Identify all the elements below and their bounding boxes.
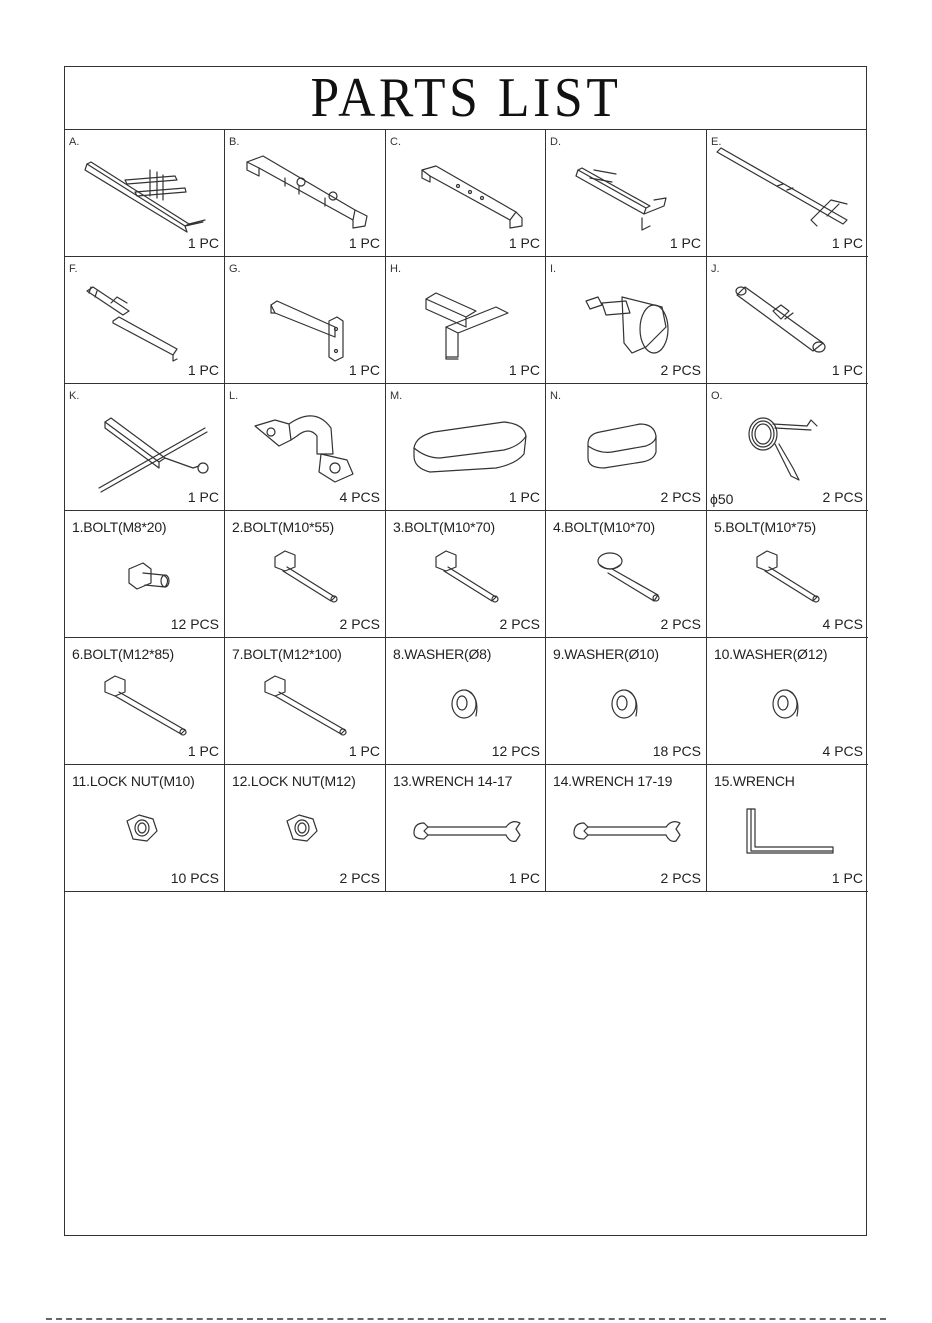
- parts-list-sheet: [64, 66, 867, 1236]
- part-letter: B.: [229, 136, 240, 148]
- part-quantity: 1 PC: [508, 362, 540, 378]
- part-quantity: 18 PCS: [652, 743, 701, 759]
- part-quantity: 1 PC: [831, 235, 863, 251]
- part-quantity: 1 PC: [348, 362, 380, 378]
- part-quantity: 1 PC: [348, 743, 380, 759]
- part-quantity: 2 PCS: [660, 362, 701, 378]
- part-cell: [386, 384, 546, 511]
- part-letter: F.: [69, 263, 78, 275]
- part-name: 9.WASHER(Ø10): [553, 646, 659, 662]
- part-cell: [65, 384, 225, 511]
- part-quantity: 2 PCS: [660, 489, 701, 505]
- part-name: 3.BOLT(M10*70): [393, 519, 495, 535]
- part-quantity: 2 PCS: [660, 870, 701, 886]
- part-name: 13.WRENCH 14-17: [393, 773, 513, 789]
- part-name: 12.LOCK NUT(M12): [232, 773, 356, 789]
- part-name: 1.BOLT(M8*20): [72, 519, 167, 535]
- part-cell: [225, 257, 386, 384]
- part-cell: [707, 638, 868, 765]
- part-cell: [546, 765, 707, 892]
- part-quantity: 1 PC: [831, 870, 863, 886]
- part-cell: [225, 511, 386, 638]
- part-letter: E.: [711, 136, 722, 148]
- part-cell: [65, 638, 225, 765]
- part-letter: A.: [69, 136, 80, 148]
- part-cell: [225, 130, 386, 257]
- part-cell: [386, 257, 546, 384]
- part-cell: [707, 130, 868, 257]
- part-letter: L.: [229, 390, 239, 402]
- part-cell: [225, 638, 386, 765]
- part-cell: [707, 765, 868, 892]
- part-name: 10.WASHER(Ø12): [714, 646, 828, 662]
- part-name: 4.BOLT(M10*70): [553, 519, 655, 535]
- part-cell: [65, 765, 225, 892]
- part-cell: [546, 384, 707, 511]
- part-quantity: 1 PC: [187, 489, 219, 505]
- part-letter: I.: [550, 263, 557, 275]
- part-cell: [386, 130, 546, 257]
- part-cell: [707, 511, 868, 638]
- part-name: 15.WRENCH: [714, 773, 795, 789]
- part-quantity: 10 PCS: [170, 870, 219, 886]
- part-quantity: 2 PCS: [499, 616, 540, 632]
- part-name: 8.WASHER(Ø8): [393, 646, 492, 662]
- part-quantity: 1 PC: [508, 489, 540, 505]
- part-quantity: 4 PCS: [822, 743, 863, 759]
- part-cell: [386, 638, 546, 765]
- part-name: 14.WRENCH 17-19: [553, 773, 673, 789]
- part-quantity: 4 PCS: [822, 616, 863, 632]
- part-quantity: 1 PC: [508, 870, 540, 886]
- part-quantity: 1 PC: [508, 235, 540, 251]
- part-quantity: 2 PCS: [822, 489, 863, 505]
- part-cell: [65, 511, 225, 638]
- title-row: [65, 67, 866, 130]
- part-quantity: 1 PC: [187, 743, 219, 759]
- part-cell: [707, 257, 868, 384]
- page-title: PARTS LIST: [310, 67, 621, 129]
- part-cell: [225, 765, 386, 892]
- part-letter: N.: [550, 390, 561, 402]
- part-quantity: 4 PCS: [339, 489, 380, 505]
- part-letter: M.: [390, 390, 403, 402]
- part-name: 11.LOCK NUT(M10): [72, 773, 195, 789]
- part-letter: G.: [229, 263, 241, 275]
- part-name: 2.BOLT(M10*55): [232, 519, 334, 535]
- diameter-note: ϕ50: [710, 491, 734, 507]
- part-name: 6.BOLT(M12*85): [72, 646, 174, 662]
- part-quantity: 12 PCS: [491, 743, 540, 759]
- part-cell: [546, 130, 707, 257]
- part-quantity: 2 PCS: [660, 616, 701, 632]
- part-letter: C.: [390, 136, 401, 148]
- part-cell: [546, 511, 707, 638]
- part-letter: J.: [711, 263, 720, 275]
- part-name: 5.BOLT(M10*75): [714, 519, 816, 535]
- part-quantity: 2 PCS: [339, 870, 380, 886]
- part-cell: [225, 384, 386, 511]
- part-quantity: 1 PC: [348, 235, 380, 251]
- parts-grid: [65, 130, 866, 892]
- part-letter: D.: [550, 136, 561, 148]
- part-cell: [386, 765, 546, 892]
- part-cell: [65, 130, 225, 257]
- part-letter: O.: [711, 390, 723, 402]
- part-name: 7.BOLT(M12*100): [232, 646, 342, 662]
- part-quantity: 1 PC: [187, 362, 219, 378]
- part-letter: K.: [69, 390, 80, 402]
- part-quantity: 12 PCS: [170, 616, 219, 632]
- part-quantity: 1 PC: [669, 235, 701, 251]
- part-cell: [386, 511, 546, 638]
- part-cell: [707, 384, 868, 511]
- part-cell: [546, 638, 707, 765]
- part-letter: H.: [390, 263, 401, 275]
- part-cell: [546, 257, 707, 384]
- part-quantity: 1 PC: [831, 362, 863, 378]
- part-quantity: 1 PC: [187, 235, 219, 251]
- part-cell: [65, 257, 225, 384]
- page-edge-rule: [46, 1318, 886, 1320]
- part-quantity: 2 PCS: [339, 616, 380, 632]
